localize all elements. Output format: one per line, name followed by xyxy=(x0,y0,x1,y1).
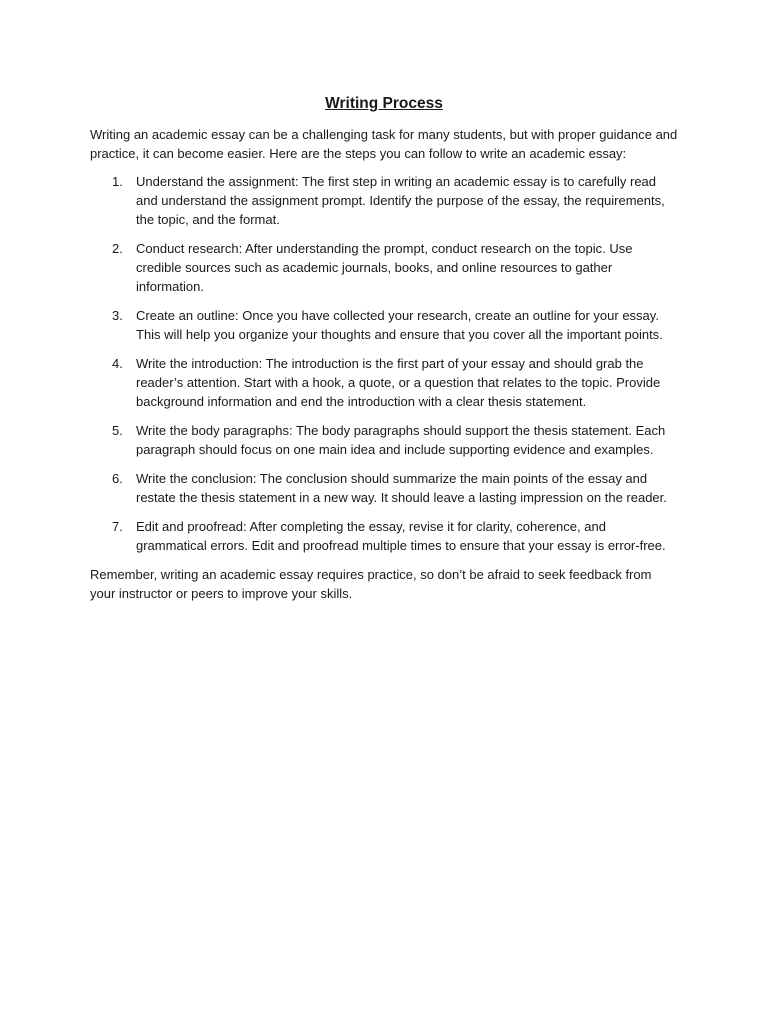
step-number: 7. xyxy=(112,519,123,534)
steps-list xyxy=(90,172,678,555)
list-item xyxy=(90,306,678,344)
document-body xyxy=(90,94,678,612)
step-text: Create an outline: Once you have collected your research, create an outline for your essay. This will help you organize your thoughts and ensure that you cover all the important points. xyxy=(136,308,663,342)
step-number: 3. xyxy=(112,308,123,323)
intro-paragraph: Writing an academic essay can be a challenging task for many students, but with proper guidance and practice, it can become easier. Here are the steps you can follow to write an academic essay: xyxy=(90,127,678,161)
step-number: 5. xyxy=(112,423,123,438)
list-item xyxy=(90,239,678,296)
document-title: Writing Process xyxy=(325,95,443,112)
step-number: 2. xyxy=(112,241,123,256)
step-text: Write the body paragraphs: The body paragraphs should support the thesis statement. Each paragraph should focus on one main idea and include supporting evidence and examples. xyxy=(136,423,666,457)
step-text: Edit and proofread: After completing the essay, revise it for clarity, coherence, and grammatical errors. Edit and proofread multiple times to ensure that your essay is error-free. xyxy=(136,519,666,553)
step-number: 1. xyxy=(112,174,123,189)
closing-paragraph: Remember, writing an academic essay requires practice, so don’t be afraid to seek feedback from your instructor or peers to improve your skills. xyxy=(90,567,652,601)
list-item xyxy=(90,469,678,507)
step-text: Write the introduction: The introduction is the first part of your essay and should grab the reader’s attention. Start with a hook, a quote, or a question that relates to the topic. Provide background information and end the introduction with a clear thesis statement. xyxy=(136,356,661,409)
step-text: Write the conclusion: The conclusion should summarize the main points of the essay and restate the thesis statement in a new way. It should leave a lasting impression on the reader. xyxy=(136,471,667,505)
list-item xyxy=(90,517,678,555)
step-number: 4. xyxy=(112,356,123,371)
list-item xyxy=(90,354,678,411)
step-text: Conduct research: After understanding the prompt, conduct research on the topic. Use credible sources such as academic journals, books, and online resources to gather information. xyxy=(136,241,633,294)
list-item xyxy=(90,172,678,229)
step-number: 6. xyxy=(112,471,123,486)
step-text: Understand the assignment: The first step in writing an academic essay is to carefully read and understand the assignment prompt. Identify the purpose of the essay, the requirements, the topic, and the format. xyxy=(136,174,665,227)
list-item xyxy=(90,421,678,459)
